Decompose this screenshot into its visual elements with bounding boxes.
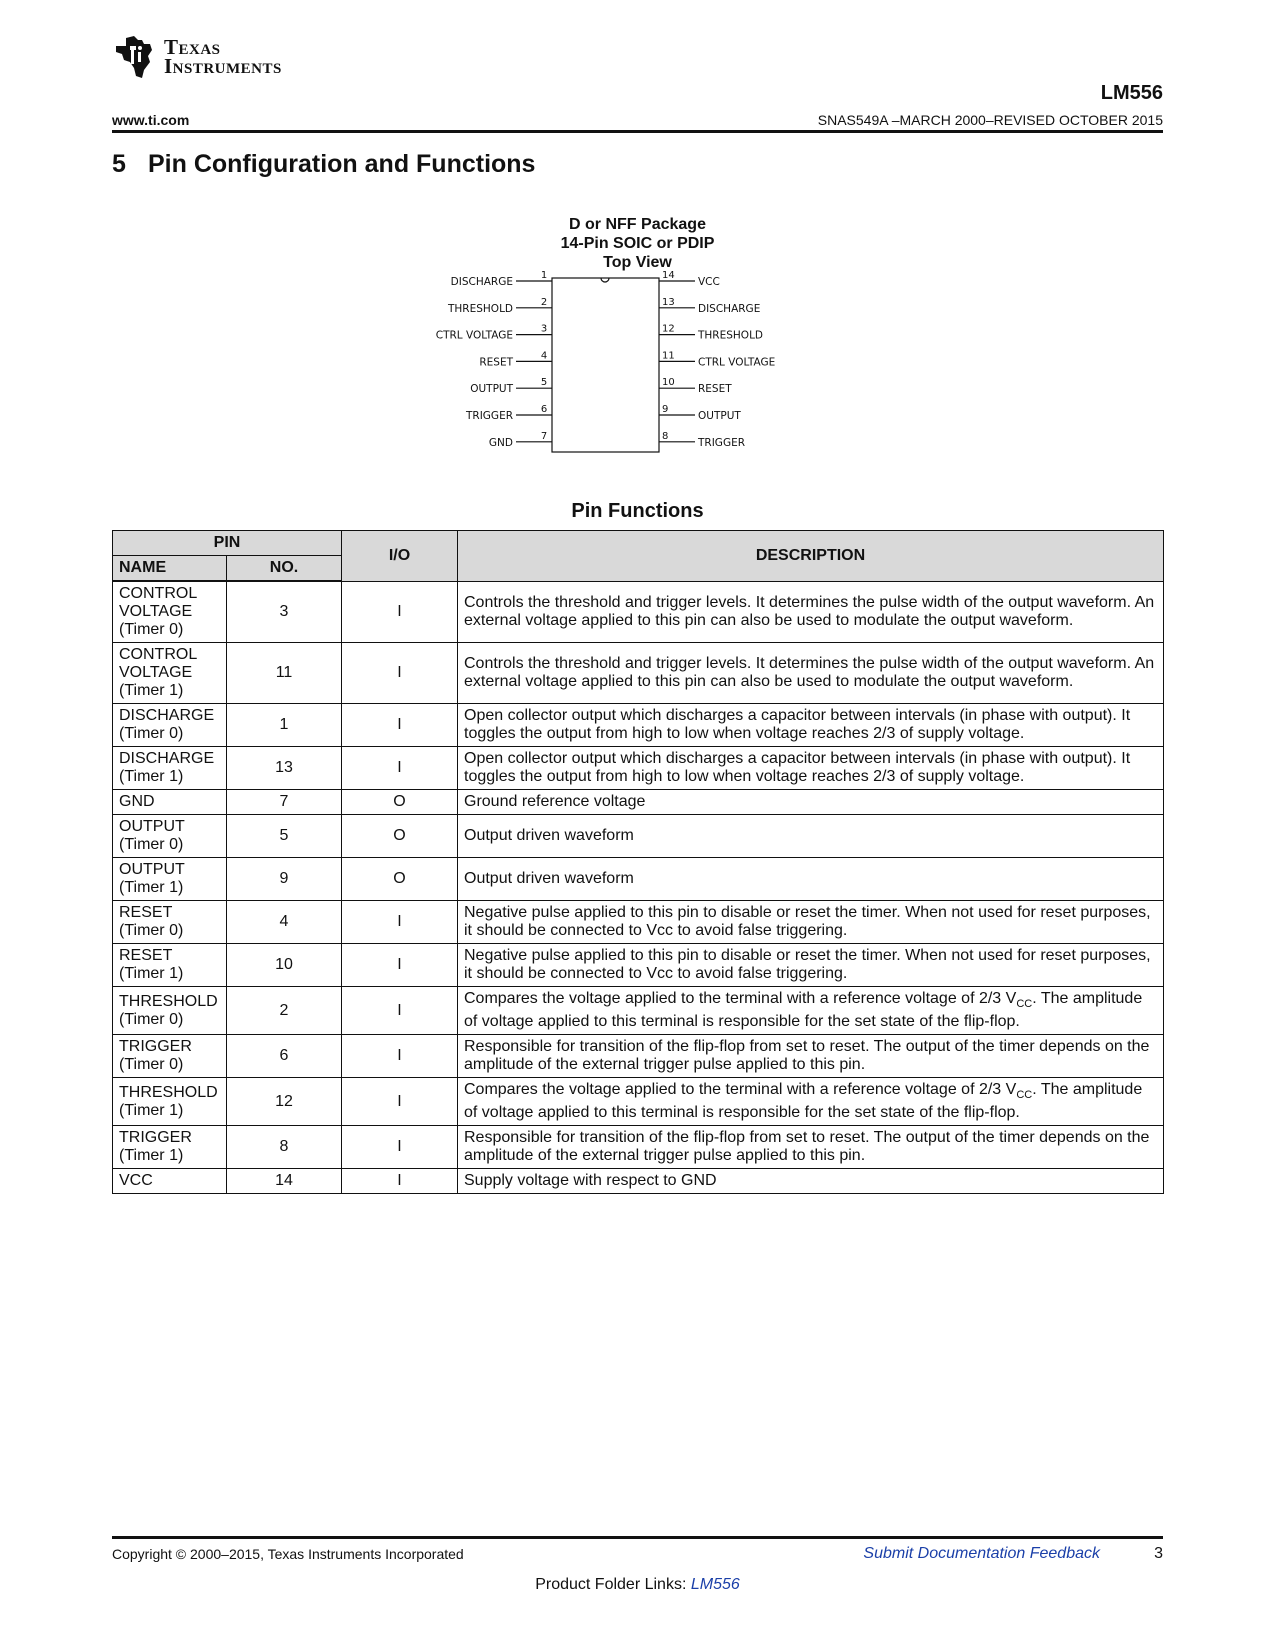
pin-description-cell: Open collector output which discharges a capacitor between intervals (in phase with output). It toggles the output from high to low when voltage reaches 2/3 of supply voltage.	[458, 747, 1164, 790]
pin-description-cell: Controls the threshold and trigger levels. It determines the pulse width of the output waveform. An external voltage applied to this pin can also be used to modulate the output waveform.	[458, 643, 1164, 704]
pin-name-line: (Timer 0)	[119, 1010, 184, 1028]
pin-name-line: (Timer 1)	[119, 682, 184, 699]
pin-number-right: 13	[662, 296, 675, 308]
pin-io-cell: O	[342, 858, 458, 901]
pin-number-cell: 14	[227, 1169, 342, 1194]
pin-name-line: GND	[119, 793, 155, 810]
pin-name-line: (Timer 0)	[119, 922, 184, 939]
left-pins	[436, 270, 552, 449]
pin-io-cell: I	[342, 747, 458, 790]
pin-number-right: 10	[662, 377, 675, 389]
pin-name-line: THRESHOLD	[119, 1083, 218, 1101]
subscript: CC	[1016, 1089, 1033, 1102]
pin-label-right: DISCHARGE	[698, 302, 761, 315]
table-row	[113, 1078, 1164, 1126]
pin-name-cell	[113, 944, 227, 987]
pin-io-cell: I	[342, 901, 458, 944]
right-pins	[659, 270, 775, 449]
pin-number-left: 3	[540, 323, 548, 335]
pin-name-line: VOLTAGE	[119, 664, 193, 681]
pin-number-left: 5	[540, 377, 548, 389]
pin-description-cell: Negative pulse applied to this pin to disable or reset the timer. When not used for reset purposes, it should be connected to Vcc to avoid false triggering.	[458, 944, 1164, 987]
pin-label-right: CTRL VOLTAGE	[698, 356, 776, 369]
pin-number-left: 4	[540, 350, 548, 362]
pin-number-left: 7	[540, 430, 548, 442]
pin-number-cell: 13	[227, 747, 342, 790]
pin-io-cell: O	[342, 815, 458, 858]
pin-name-cell	[113, 901, 227, 944]
pin-name-cell	[113, 1035, 227, 1078]
pin-number-cell: 5	[227, 815, 342, 858]
ti-logo-icon	[112, 34, 158, 80]
package-title-line-2: 14-Pin SOIC or PDIP	[560, 235, 715, 252]
site-url[interactable]: www.ti.com	[112, 112, 190, 128]
pin-name-line: (Timer 1)	[119, 879, 184, 896]
table-row	[113, 987, 1164, 1035]
pin-name-line: (Timer 0)	[119, 725, 184, 742]
pin-rows	[113, 581, 1164, 1194]
pin-label-left: OUTPUT	[470, 383, 513, 396]
table-row	[113, 1169, 1164, 1194]
table-row	[113, 704, 1164, 747]
pin-number-cell: 6	[227, 1035, 342, 1078]
pin-name-line: (Timer 1)	[119, 1147, 184, 1165]
pin-number-right: 8	[662, 430, 669, 442]
section-title	[112, 150, 535, 179]
pin-name-cell	[113, 790, 227, 815]
footer-rule	[112, 1536, 1163, 1539]
pin-name-cell	[113, 987, 227, 1035]
pin-label-left: RESET	[479, 356, 513, 369]
pin-number-cell: 11	[227, 643, 342, 704]
pin-io-cell: I	[342, 1126, 458, 1169]
header-description: DESCRIPTION	[458, 531, 1164, 582]
pin-number-cell: 3	[227, 581, 342, 643]
pin-description-cell: Compares the voltage applied to the terminal with a reference voltage of 2/3 $V_{CC}$. The amplitude of voltage applied to this terminal is responsible for the set state of the flip-flop.	[458, 987, 1164, 1035]
pin-name-line: (Timer 0)	[119, 836, 184, 853]
pin-name-cell	[113, 1078, 227, 1126]
logo-line-2: Instruments	[164, 54, 282, 78]
pin-name-line: OUTPUT	[119, 861, 185, 878]
header-io: I/O	[342, 531, 458, 582]
pin-description-cell: Supply voltage with respect to GND	[458, 1169, 1164, 1194]
pin-number-left: 1	[540, 270, 548, 281]
ti-logo	[112, 34, 312, 84]
pin-name-line: CONTROL	[119, 646, 198, 663]
pin-io-cell: I	[342, 944, 458, 987]
pin-name-line: VOLTAGE	[119, 603, 193, 620]
header-rule	[112, 130, 1163, 133]
package-title	[0, 215, 1275, 272]
ic-body	[552, 278, 659, 452]
table-row	[113, 581, 1164, 643]
pin-label-right: THRESHOLD	[698, 329, 763, 342]
pin-name-cell	[113, 643, 227, 704]
section-title-text: Pin Configuration and Functions	[148, 150, 536, 178]
pin-number-cell: 12	[227, 1078, 342, 1126]
pin-name-line: DISCHARGE	[119, 707, 215, 724]
document-id: SNAS549A –MARCH 2000–REVISED OCTOBER 2015	[817, 112, 1163, 128]
pin-name-line: (Timer 1)	[119, 965, 184, 982]
logo-line-1: Texas	[164, 35, 221, 59]
pin-name-cell	[113, 747, 227, 790]
package-title-line-3: Top View	[603, 254, 672, 271]
pin-io-cell: I	[342, 987, 458, 1035]
pin-name-line: RESET	[119, 947, 173, 964]
pin-io-cell: I	[342, 704, 458, 747]
pin-io-cell: I	[342, 1169, 458, 1194]
pin-name-line: RESET	[119, 904, 173, 921]
pin-name-line: DISCHARGE	[119, 750, 215, 767]
pin-number-right: 11	[662, 350, 675, 362]
pin-number-cell: 7	[227, 790, 342, 815]
pin-label-left: TRIGGER	[465, 410, 513, 422]
pin-name-line: TRIGGER	[119, 1129, 192, 1147]
folder-links-label: Product Folder Links:	[535, 1576, 691, 1593]
ic-notch	[601, 278, 609, 282]
product-folder-links	[0, 1576, 1275, 1594]
pin-name-line: (Timer 0)	[119, 1056, 184, 1074]
copyright: Copyright © 2000–2015, Texas Instruments Incorporated	[112, 1546, 464, 1562]
pin-name-cell	[113, 815, 227, 858]
pin-label-right: VCC	[698, 276, 720, 288]
pin-description-cell: Responsible for transition of the flip-flop from set to reset. The output of the timer depends on the amplitude of the external trigger pulse applied to this pin.	[458, 1126, 1164, 1169]
table-row	[113, 1035, 1164, 1078]
pin-description-cell: Output driven waveform	[458, 858, 1164, 901]
subscript: CC	[1016, 998, 1033, 1011]
submit-feedback-link[interactable]: Submit Documentation Feedback	[863, 1545, 1100, 1562]
pin-number-right: 14	[662, 270, 675, 281]
pin-name-line: CONTROL	[119, 585, 198, 602]
pin-name-cell	[113, 858, 227, 901]
pin-label-left: THRESHOLD	[448, 302, 513, 315]
pin-name-line: TRIGGER	[119, 1038, 192, 1056]
pin-functions-title: Pin Functions	[571, 500, 704, 522]
pin-functions-table	[112, 530, 1164, 1194]
folder-link-lm556[interactable]: LM556	[690, 1576, 740, 1593]
pin-name-line: (Timer 1)	[119, 1101, 184, 1119]
table-row	[113, 901, 1164, 944]
table-row	[113, 858, 1164, 901]
pin-io-cell: I	[342, 643, 458, 704]
table-row	[113, 944, 1164, 987]
pin-number-right: 12	[662, 323, 675, 335]
pin-name-line: (Timer 0)	[119, 621, 184, 638]
header-no: NO.	[227, 556, 342, 582]
pin-label-right: TRIGGER	[698, 436, 746, 449]
page-number: 3	[1154, 1545, 1163, 1562]
pin-description-cell: Responsible for transition of the flip-flop from set to reset. The output of the timer depends on the amplitude of the external trigger pulse applied to this pin.	[458, 1035, 1164, 1078]
table-row	[113, 1126, 1164, 1169]
pin-io-cell: I	[342, 1035, 458, 1078]
pin-description-cell: Negative pulse applied to this pin to disable or reset the timer. When not used for reset purposes, it should be connected to Vcc to avoid false triggering.	[458, 901, 1164, 944]
pin-label-right: RESET	[698, 383, 732, 396]
header-pin: PIN	[113, 531, 342, 556]
table-row	[113, 643, 1164, 704]
pin-io-cell: I	[342, 1078, 458, 1126]
pin-io-cell: O	[342, 790, 458, 815]
pin-number-left: 6	[540, 404, 548, 415]
pin-number-right: 9	[662, 404, 669, 415]
logo-text	[164, 35, 282, 78]
pin-name-line: (Timer 1)	[119, 768, 184, 785]
pin-name-line: OUTPUT	[119, 818, 185, 835]
pin-diagram	[420, 270, 840, 478]
pin-number-left: 2	[540, 296, 548, 308]
pin-io-cell: I	[342, 581, 458, 643]
pin-description-cell: Compares the voltage applied to the terminal with a reference voltage of 2/3 $V_{CC}$. The amplitude of voltage applied to this terminal is responsible for the set state of the flip-flop.	[458, 1078, 1164, 1126]
pin-name-cell	[113, 704, 227, 747]
pin-label-left: GND	[488, 436, 513, 449]
header-name: NAME	[113, 556, 227, 582]
pin-name-cell	[113, 581, 227, 643]
pin-description-cell: Controls the threshold and trigger levels. It determines the pulse width of the output waveform. An external voltage applied to this pin can also be used to modulate the output waveform.	[458, 581, 1164, 643]
pin-number-cell: 9	[227, 858, 342, 901]
package-title-line-1: D or NFF Package	[569, 216, 706, 233]
pin-label-right: OUTPUT	[698, 410, 741, 422]
pin-number-cell: 1	[227, 704, 342, 747]
pin-description-cell: Ground reference voltage	[458, 790, 1164, 815]
pin-name-line: VCC	[119, 1172, 153, 1190]
pin-number-cell: 2	[227, 987, 342, 1035]
pin-label-left: CTRL VOLTAGE	[435, 329, 513, 342]
pin-number-cell: 8	[227, 1126, 342, 1169]
section-number: 5	[112, 150, 126, 178]
pin-name-line: THRESHOLD	[119, 992, 218, 1010]
part-number: LM556	[1100, 82, 1163, 104]
pin-name-cell	[113, 1169, 227, 1194]
pin-number-cell: 10	[227, 944, 342, 987]
table-row	[113, 747, 1164, 790]
table-row	[113, 815, 1164, 858]
pin-number-cell: 4	[227, 901, 342, 944]
pin-name-cell	[113, 1126, 227, 1169]
pin-label-left: DISCHARGE	[450, 276, 513, 288]
pin-description-cell: Open collector output which discharges a capacitor between intervals (in phase with output). It toggles the output from high to low when voltage reaches 2/3 of supply voltage.	[458, 704, 1164, 747]
table-row	[113, 790, 1164, 815]
pin-description-cell: Output driven waveform	[458, 815, 1164, 858]
